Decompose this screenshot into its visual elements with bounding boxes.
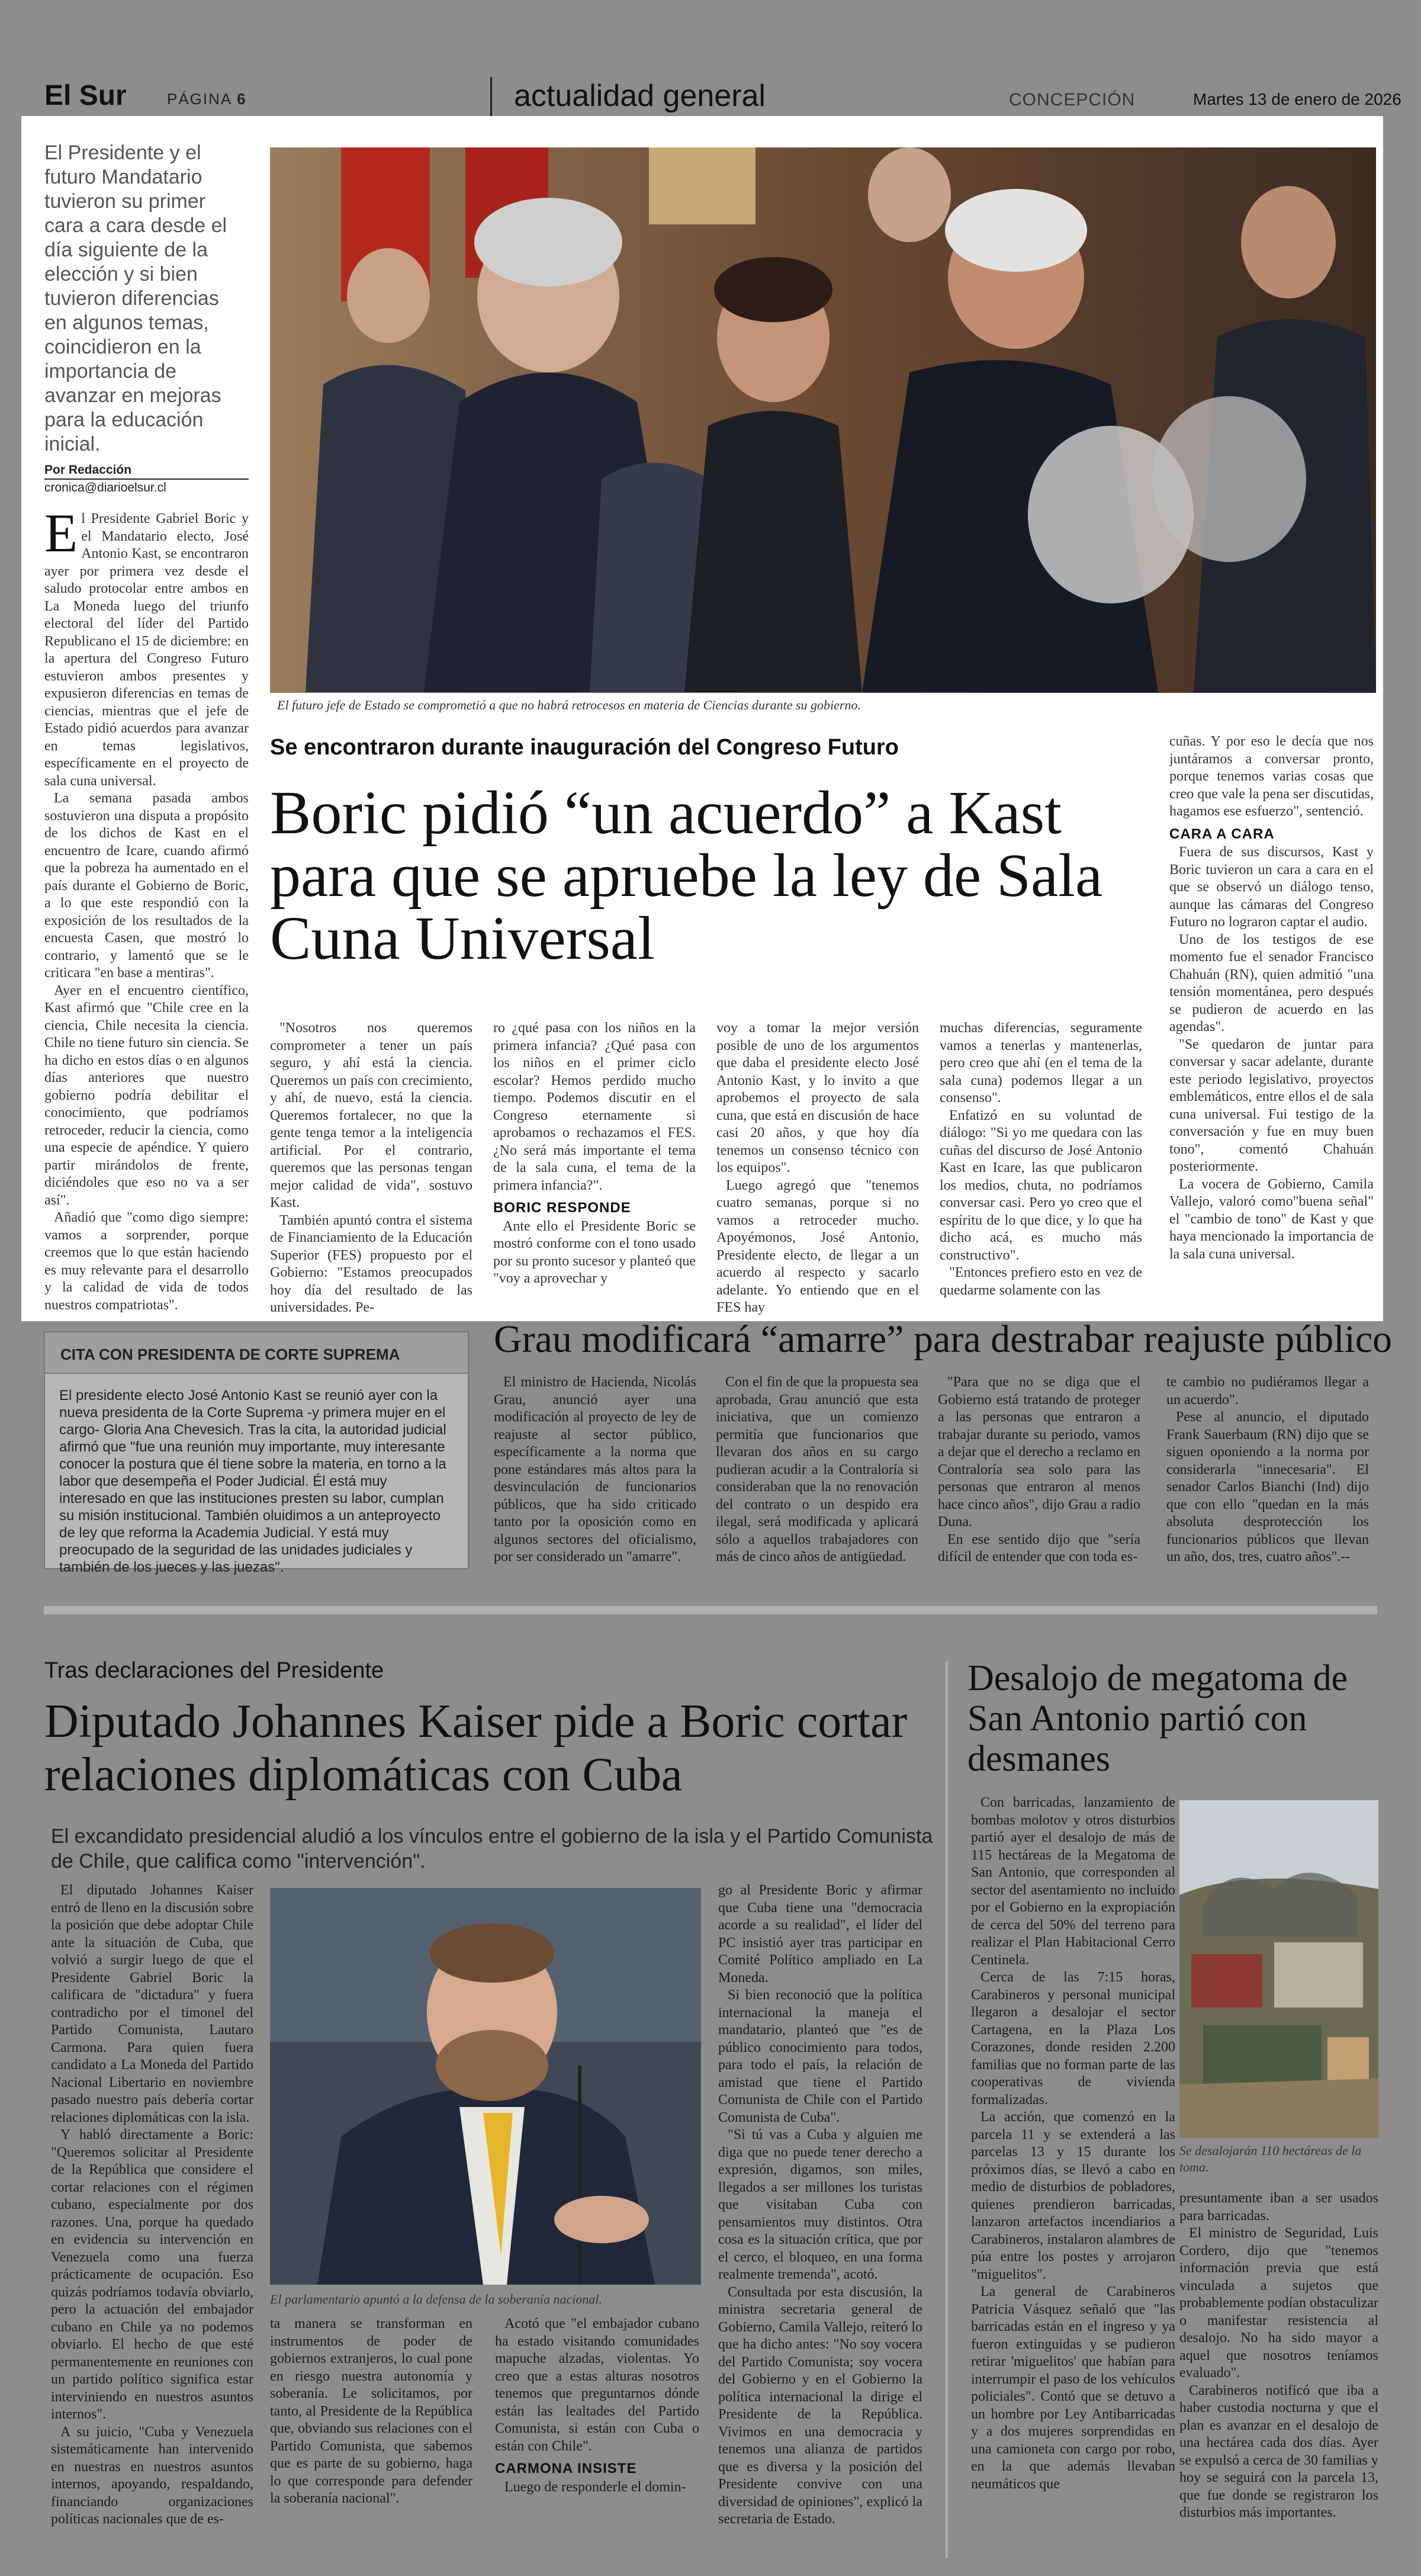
main-headline: Boric pidió “un acuerdo” a Kast para que se apruebe la ley de Sala Cuna Universal (270, 779, 1103, 972)
main-col-3 (493, 1020, 696, 1288)
paragraph: "Si tú vas a Cuba y alguien me diga que no puede tener derecho a expresión, digamos, son miles, llegados a ser millones los turistas que visitaban Cuba con pensamientos muy distintos. Otra cosa es la situación crítica, que por el cerco, el bloqueo, en una forma realmente tremenda", acotó. (718, 2127, 922, 2282)
kaiser-deck: El excandidato presidencial aludió a los vínculos entre el gobierno de la isla y el Partido Comunista de Chile, que califica como "intervención". (51, 1825, 933, 1872)
paragraph: Ante ello el Presidente Boric se mostró conforme con el tono usado por su pronto sucesor y planteó que "voy a aprovechar y (493, 1218, 696, 1286)
main-photo-illustration (270, 147, 1376, 693)
main-col-4 (716, 1020, 919, 1317)
main-col-5 (940, 1020, 1142, 1299)
kaiser-col-4 (718, 1882, 922, 2529)
main-kicker: Se encontraron durante inauguración del Congreso Futuro (270, 735, 899, 760)
main-photo-caption: El futuro jefe de Estado se comprometió a que no habrá retrocesos en materia de Ciencias durante su gobierno. (277, 698, 861, 712)
kaiser-kicker: Tras declaraciones del Presidente (44, 1658, 384, 1683)
paragraph: Añadió que "como digo siempre: vamos a sorprender, porque creemos que lo que están haciendo es muy relevante para el desarrollo y la calidad de vida de todos nuestros compatriotas". (44, 1210, 249, 1313)
paper-name: El Sur (44, 80, 127, 111)
grau-col-3 (938, 1374, 1140, 1566)
paragraph: te cambio no pudiéramos llegar a un acuerdo". (1166, 1374, 1369, 1408)
paragraph: La general de Carabineros Patricia Vásquez señaló que "las barricadas están en el ingreso y ya fueron extinguidas y se pudieron retirar 'miguelitos' que habían para interrumpir el paso de los vehículos policiales". Contó que se detuvo a un hombre por Ley Antibarricadas y a dos mujeres sorprendidas en una camioneta con cargo por robo, en la que además llevaban neumáticos que (971, 2284, 1175, 2492)
paragraph: Luego de responderle el domin- (504, 2479, 686, 2495)
paragraph: Ayer en el encuentro científico, Kast afirmó que "Chile cree en la ciencia, Chile necesita la ciencia. Chile no tiene futuro sin ciencia. Se ha dicho en estos días o en algunos días anteriores que nuestro gobierno podría debilitar el conocimiento, que podríamos retroceder, reducir la ciencia, como una especie de apéndice. Y quiero partir mirándolos de frente, diciéndoles que eso no va a ser así". (44, 982, 249, 1208)
paragraph: El Presidente Gabriel Boric y el Mandatario electo, José Antonio Kast, se encontraron ayer por primera vez desde el saludo protocolar entre ambos en La Moneda luego del triunfo electoral del líder del Partido Republicano el 15 de diciembre: en la apertura del Congreso Futuro estuvieron ambos presentes y expusieron diferencias en temas de ciencias, mientras que el jefe de Estado pidió acuerdos para avanzar en temas legislativos, específicamente en el proyecto de sala cuna universal. (44, 503, 249, 789)
city-label: CONCEPCIÓN (1009, 90, 1136, 110)
kaiser-photo-illustration (270, 1888, 701, 2285)
paragraph: El ministro de Seguridad, Luis Cordero, dijo que "tenemos información previa que está vinculada a sujetos que probablemente podían obstaculizar o manifestar resistencia al desalojo. No ha sido mayor a aquel que nosotros teníamos evaluado". (1179, 2225, 1378, 2381)
paragraph: presuntamente iban a ser usados para barricadas. (1179, 2190, 1378, 2224)
paragraph: go al Presidente Boric y afirmar que Cuba tiene una "democracia acorde a su realidad", el líder del PC insistió ayer tras participar en Comité Político ampliado en La Moneda. (718, 1883, 922, 1986)
subhead-cara-a-cara: CARA A CARA (1169, 826, 1275, 842)
paragraph: La acción, que comenzó en la parcela 11 y se extenderá a las parcelas 13 y 15 durante los próximos días, se llevó a cabo en medio de disturbios de pobladores, quienes prendieron barricadas, lanzaron artefactos incendiarios a Carabineros, instalaron alambres de púa entre los postes y arrojaron "miguelitos". (971, 2109, 1175, 2282)
paragraph: También apuntó contra el sistema de Financiamiento de la Educación Superior (FES) propuesto por el Gobierno: "Estamos preocupados hoy día del resultado de las universidades. Pe- (270, 1212, 472, 1315)
paragraph: El diputado Johannes Kaiser entró de lleno en la discusión sobre la posición que debe adoptar Chile ante la situación de Cuba, que volvió a surgir luego de que el Presidente Gabriel Boric la calificara de "dictadura" y fuera contradicho por el timonel del Partido Comunista, Lautaro Carmona. Para quien fuera candidato a La Moneda del Partido Nacional Libertario en noviembre pasado nuestro país debería cortar relaciones diplomáticas con la isla. (51, 1883, 253, 2125)
paragraph: Carabineros notificó que iba a haber custodia nocturna y que el plan es avanzar en el desalojo de una hectárea cada dos días. Ayer se expulsó a cerca de 30 familias y hoy se seguirá con la parcela 13, que fue donde se registraron los disturbios más importantes. (1179, 2382, 1378, 2520)
section-separator (44, 1606, 1377, 1614)
desalojo-col-2 (1179, 2190, 1378, 2522)
paragraph: Consultada por esta discusión, la ministra secretaria general de Gobierno, Camila Vallejo, reiteró lo que ha dicho antes: "No soy vocera del Partido Comunista; soy vocera del Gobierno y en el Gobierno la política internacional la dirige el Presidente de la República. Vivimos en una democracia y tenemos una alianza de partidos que es diversa y la posición del Presidente convive con una diversidad de opiniones", explicó la secretaria de Estado. (718, 2284, 922, 2527)
kaiser-headline: Diputado Johannes Kaiser pide a Boric cortar relaciones diplomáticas con Cuba (44, 1695, 908, 1801)
kaiser-photo (270, 1888, 701, 2285)
kaiser-col-3 (495, 2315, 699, 2496)
kaiser-photo-caption: El parlamentario apuntó a la defensa de la soberanía nacional. (270, 2292, 602, 2307)
paragraph: Si bien reconoció que la política internacional la maneja el mandatario, planteó que "es de público conocimiento para todos, para todo el país, la relación de amistad que tiene el Partido Comunista de Chile con el Partido Comunista de Cuba". (718, 1987, 922, 2125)
paragraph: "Se quedaron de juntar para conversar y sacar adelante, durante este periodo legislativo, proyectos emblemáticos, entre ellos el de sala cuna universal. Fui testigo de la conversación y fue en muy buen tono", comentó Chahuán posteriormente. (1169, 1036, 1374, 1174)
paragraph: Cerca de las 7:15 horas, Carabineros y personal municipal llegaron a desalojar el sector Cartagena, en la Plaza Los Corazones, donde residen 2.200 familias que no forman parte de las cooperativas de vivienda formalizadas. (971, 1970, 1175, 2108)
paragraph: "Nosotros nos queremos comprometer a tener un país seguro, y ahí está la ciencia. Queremos un país con crecimiento, y ahí, de nuevo, está la ciencia. Queremos fortalecer, no que la gente tenga temor a la inteligencia artificial. Por el contrario, queremos que las personas tengan mejor calidad de vida", sostuvo Kast. (270, 1020, 472, 1210)
desalojo-photo-caption: Se desalojarán 110 hectáreas de la toma. (1179, 2143, 1362, 2174)
desalojo-col-1 (971, 1794, 1175, 2493)
byline (44, 462, 249, 496)
column-divider (946, 1661, 948, 2558)
issue-date: Martes 13 de enero de 2026 (1193, 90, 1401, 108)
paragraph: Con barricadas, lanzamiento de bombas molotov y otros disturbios partió ayer el desalojo de más de 115 hectáreas de la Megatoma de San Antonio, que corresponden al sector del asentamiento no incluido por el Gobierno en la expropiación de cerca del 50% del terreno para realizar el Plan Habitacional Cerro Centinela. (971, 1795, 1175, 1968)
desalojo-photo-illustration (1179, 1800, 1378, 2138)
paragraph: La semana pasada ambos sostuvieron una disputa a propósito de los dichos de Kast en el encuentro de Icare, cuando afirmó que la pobreza ha aumentado en el país durante el Gobierno de Boric, a lo que este respondió con la exposición de los resultados de la encuesta Casen, que mostró lo contrario, y lamentó que se le criticara "en base a mentiras". (44, 791, 249, 981)
paragraph: ro ¿qué pasa con los niños en la primera infancia? ¿Qué pasa con los niños en el primer ciclo escolar? Hemos perdido mucho tiempo. Podemos discutir en el Congreso eternamente si aprobamos o rechazamos el FES. ¿No será más importante el tema de la sala cuna, el tema de la primera infancia?". (493, 1020, 696, 1193)
kaiser-col-1 (51, 1882, 253, 2529)
paragraph: Luego agregó que "tenemos cuatro semanas, porque si no vamos a retroceder mucho. Apoyémonos, José Antonio, Presidente electo, de llegar a un acuerdo al respecto y sacarlo adelante. Yo entiendo que en el FES hay (716, 1177, 919, 1315)
cita-box-title: CITA CON PRESIDENTA DE CORTE SUPREMA (45, 1332, 468, 1374)
byline-label: Por Redacción (44, 462, 249, 480)
main-lead: El Presidente y el futuro Mandatario tuvieron su primer cara a cara desde el día siguiente de la elección y si bien tuvieron diferencias en algunos temas, coincidieron en la importancia de avanzar en mejoras para la educación inicial. (44, 142, 227, 455)
page-number (167, 90, 247, 108)
paragraph: voy a tomar la mejor versión posible de uno de los argumentos que daba el presidente electo José Antonio Kast, y lo invito a que aprobemos el proyecto de sala cuna, que está en discusión de hace casi 20 años, y que hoy día tenemos un consenso técnico con los equipos". (716, 1020, 919, 1175)
paragraph: "Para que no se diga que el Gobierno está tratando de proteger a las personas que entraron a trabajar durante su periodo, vamos a dejar que el derecho a reclamo en Contraloría sea solo para las personas que entraron al menos hace cinco años", dijo Grau a radio Duna. (938, 1374, 1140, 1530)
paragraph: A su juicio, "Cuba y Venezuela sistemáticamente han intervenido en nuestras en nuestros asuntos internos, apoyando, respaldando, financiando organizaciones políticas nacionales que de es- (51, 2424, 253, 2527)
paragraph: Acotó que "el embajador cubano ha estado visitando comunidades mapuche alzadas, violentas. Yo creo que a estas alturas nosotros tenemos que preguntarnos dónde están las lealtades del Partido Comunista, si están con Cuba o están con Chile". (495, 2316, 699, 2454)
grau-col-1 (494, 1374, 696, 1566)
main-col-1 (44, 503, 249, 1314)
cita-box-text: El presidente electo José Antonio Kast se reunió ayer con la nueva presidenta de la Corte Suprema -y primera mujer en el cargo- Gloria Ana Chevesich. Tras la cita, la autoridad judicial afirmó que "fue una reunión muy importante, muy interesante conocer la postura que él tiene sobre la materia, en torno a la labor que desempeña el Poder Judicial. Él está muy interesado en que las instituciones presten su labor, cumplan su misión institucional. También oluidimos a un anteproyecto de ley que reforma la Academia Judicial. Y está muy preocupado de la seguridad de las unidades judiciales y también de los jueces y las juezas". (59, 1387, 446, 1575)
subhead-boric-responde: BORIC RESPONDE (493, 1200, 631, 1216)
paragraph: Enfatizó en su voluntad de diálogo: "Si yo me quedara con las cuñas del discurso de José Antonio Kast en Icare, las que publicaron los medios, chuta, no podríamos conversar casi. Pero yo creo que el espíritu de lo que dice, y lo que ha dicho acá, es mucho más constructivo". (940, 1107, 1142, 1263)
main-col-2 (270, 1020, 472, 1317)
grau-col-4 (1166, 1374, 1369, 1566)
main-col-6 (1169, 733, 1374, 1263)
paragraph: Fuera de sus discursos, Kast y Boric tuvieron un cara a cara en el que se observó un diálogo tenso, aunque las cámaras del Congreso Futuro no lograron captar el audio. (1169, 844, 1374, 930)
page-label: PÁGINA (167, 90, 232, 108)
paragraph: "Entonces prefiero esto en vez de quedarme solamente con las (940, 1265, 1142, 1298)
cita-sidebar-box (44, 1331, 469, 1575)
paragraph: cuñas. Y por eso le decía que nos juntáramos a conversar pronto, porque tenemos varias cosas que creo que vale la pena ser discutidas, hagamos ese esfuerzo", sentenció. (1169, 734, 1374, 819)
paragraph: Y habló directamente a Boric: "Queremos solicitar al Presidente de la República que considere el cortar relaciones con el régimen cubano, especialmente por dos razones. Una, porque ha quedado en evidencia su intervención en Venezuela como una fuerza prácticamente de ocupación. Eso quizás podríamos todavía obviarlo, pero la actuación del embajador cubano en Chile ya no podemos obviarlo. El hecho de que esté permanentemente en reuniones con un partido político significa estar interviniendo en nuestros asuntos internos". (51, 2127, 253, 2422)
masthead-divider (490, 77, 492, 118)
section-title: actualidad general (514, 79, 766, 113)
paragraph: muchas diferencias, seguramente vamos a tenerlas y mantenerlas, pero creo que ahí (en el tema de la sala cuna) podemos llegar a un consenso". (940, 1020, 1142, 1106)
grau-headline: Grau modificará “amarre” para destrabar reajuste público (494, 1318, 1393, 1361)
grau-col-2 (716, 1374, 918, 1566)
page-number-value: 6 (237, 90, 247, 108)
paragraph: Uno de los testigos de ese momento fue el senador Francisco Chahuán (RN), quien admitió "una tensión momentánea, pero después se pudieron de acuerdo en las agendas". (1169, 932, 1374, 1035)
paragraph: ta manera se transforman en instrumentos de poder de gobiernos extranjeros, lo cual pone en riesgo nuestra autonomía y soberanía. Le solicitamos, por tanto, al Presidente de la República que, obviando sus relaciones con el Partido Comunista, que sabemos que es parte de su gobierno, haga lo que corresponde para defender la soberanía nacional". (270, 2316, 472, 2506)
paragraph: En ese sentido dijo que "sería difícil de entender que con toda es- (938, 1531, 1140, 1565)
paragraph: La vocera de Gobierno, Camila Vallejo, valoró como"buena señal" el "cambio de tono" de Kast y que haya mencionado la importancia de la sala cuna universal. (1169, 1176, 1374, 1262)
desalojo-photo (1179, 1800, 1378, 2138)
desalojo-headline: Desalojo de megatoma de San Antonio partió con desmanes (967, 1658, 1348, 1779)
main-photo (270, 147, 1376, 693)
byline-email: cronica@diarioelsur.cl (44, 481, 166, 494)
paragraph: Con el fin de que la propuesta sea aprobada, Grau anunció que esta iniciativa, que un comienzo permitía que funcionarios que llevaran dos años en su cargo pudieran acudir a la Contraloría si consideraban que la no renovación del contrato o un despido era ilegal, será modificada y aplicará sólo a aquellos trabajadores con más de cinco años de antigüedad. (716, 1374, 918, 1565)
kaiser-col-2 (270, 2315, 472, 2508)
paragraph: Pese al anuncio, el diputado Frank Sauerbaum (RN) dijo que se siguen oponiendo a la norma por considerarla "innecesaria". El senador Carlos Bianchi (Ind) dijo que con ello "quedan en la más absoluta desprotección los funcionarios públicos que llevan un año, dos, tres, cuatro años".-- (1166, 1409, 1369, 1565)
subhead-carmona-insiste: CARMONA INSISTE (495, 2461, 637, 2477)
paragraph: El ministro de Hacienda, Nicolás Grau, anunció ayer una modificación al proyecto de ley de reajuste al sector público, específicamente a la norma que pone estándares más altos para la desvinculación de funcionarios públicos, que ha sido criticado tanto por la oposición como en algunos sectores del oficialismo, por ser considerado un "amarre". (494, 1374, 696, 1565)
